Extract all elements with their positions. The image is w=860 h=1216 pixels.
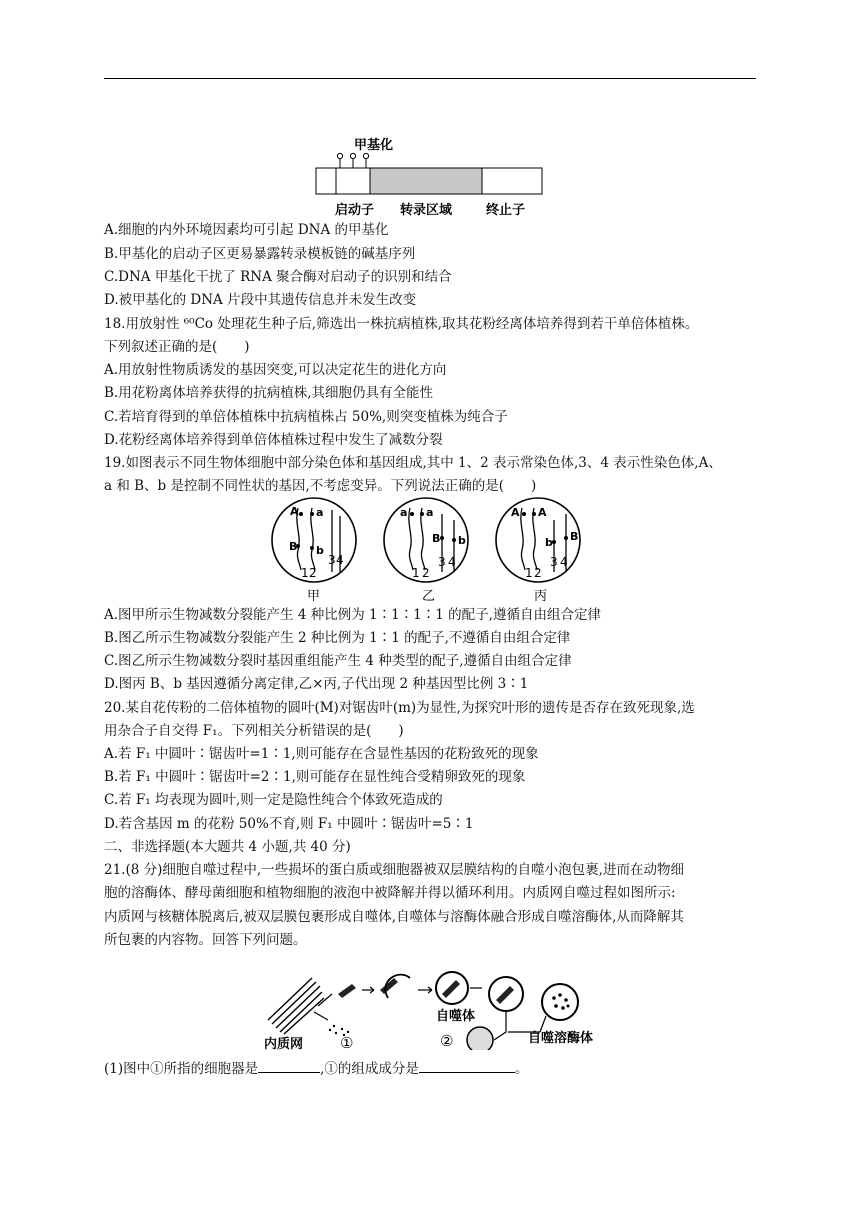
q18-option-b: B.用花粉离体培养获得的抗病植株,其细胞仍具有全能性: [104, 385, 434, 401]
cell-bing-num-4: 4: [560, 555, 568, 569]
cell-bing-num-2: 2: [534, 566, 542, 580]
cell-yi-num-1: 1: [412, 566, 420, 580]
label-circle-2: ②: [440, 1032, 454, 1050]
methylation-label: 甲基化: [354, 138, 394, 153]
cell-bing-gene-2: A: [538, 506, 547, 519]
q19-option-c: C.图乙所示生物减数分裂时基因重组能产生 4 种类型的配子,遵循自由组合定律: [104, 653, 572, 669]
cell-jia-num-1: 1: [301, 566, 309, 580]
q18-stem-line1: 18.用放射性 ⁶⁰Co 处理花生种子后,筛选出一株抗病植株,取其花粉经离体培养得到若干单倍体植株。: [104, 316, 699, 332]
cell-jia-num-3: 3: [328, 553, 336, 567]
q17-option-c: C.DNA 甲基化干扰了 RNA 聚合酶对启动子的识别和结合: [104, 269, 452, 285]
q19-stem-line2: a 和 B、b 是控制不同性状的基因,不考虑变异。下列说法正确的是( ): [104, 478, 537, 494]
q20-option-b: B.若 F₁ 中圆叶∶锯齿叶=2∶1,则可能存在显性纯合受精卵致死的现象: [104, 769, 526, 785]
q21-sub1-text-b: ,①的组成成分是: [320, 1061, 419, 1077]
terminator-label: 终止子: [486, 203, 526, 218]
label-circle-1: ①: [340, 1034, 354, 1050]
q17-option-d: D.被甲基化的 DNA 片段中其遗传信息并未发生改变: [104, 292, 417, 308]
answer-blank-1[interactable]: [258, 1059, 320, 1073]
answer-blank-2[interactable]: [419, 1059, 515, 1073]
cell-yi-num-3: 3: [438, 555, 446, 569]
cell-yi-gene-1: a: [400, 506, 408, 519]
q20-option-d: D.若含基因 m 的花粉 50%不育,则 F₁ 中圆叶∶锯齿叶=5∶1: [104, 816, 474, 832]
cell-jia-num-4: 4: [336, 553, 344, 567]
q19-option-d: D.图丙 B、b 基因遵循分离定律,乙×丙,子代出现 2 种基因型比例 3∶1: [104, 676, 529, 692]
cell-yi-gene-4: b: [458, 534, 466, 547]
cell-yi-num-2: 2: [422, 566, 430, 580]
q20-option-c: C.若 F₁ 均表现为圆叶,则一定是隐性纯合个体致死造成的: [104, 792, 443, 808]
chromosome-figure: [270, 494, 590, 604]
cell-bing-name: 丙: [534, 589, 548, 604]
autolysosome-label: 自噬溶酶体: [528, 1031, 594, 1046]
cell-jia-name: 甲: [307, 589, 321, 604]
cell-yi-num-4: 4: [448, 555, 456, 569]
methylation-figure: [310, 130, 550, 222]
q19-option-b: B.图乙所示生物减数分裂能产生 2 种比例为 1∶1 的配子,不遵循自由组合定律: [104, 630, 571, 646]
promoter-label: 启动子: [335, 203, 375, 218]
cell-yi-name: 乙: [422, 589, 436, 604]
q18-option-c: C.若培育得到的单倍体植株中抗病植株占 50%,则突变植株为纯合子: [104, 409, 508, 425]
q20-option-a: A.若 F₁ 中圆叶∶锯齿叶=1∶1,则可能存在含显性基因的花粉致死的现象: [104, 746, 539, 762]
q20-stem-line1: 20.某自花传粉的二倍体植物的圆叶(M)对锯齿叶(m)为显性,为探究叶形的遗传是否存在致死现象,选: [104, 700, 695, 716]
q19-option-a: A.图甲所示生物减数分裂能产生 4 种比例为 1∶1∶1∶1 的配子,遵循自由组合定律: [104, 607, 601, 623]
cell-jia-gene-2: a: [316, 506, 324, 519]
section-heading: 二、非选择题(本大题共 4 小题,共 40 分): [104, 839, 351, 855]
q21-sub1-text-a: (1)图中①所指的细胞器是: [104, 1061, 259, 1077]
cell-bing-num-1: 1: [525, 566, 533, 580]
er-label: 内质网: [264, 1037, 304, 1050]
cell-bing-gene-4: B: [570, 530, 579, 543]
q21-line4: 所包裹的内容物。回答下列问题。: [104, 932, 307, 948]
cell-jia-gene-4: b: [316, 544, 324, 557]
q21-line2: 胞的溶酶体、酵母菌细胞和植物细胞的液泡中被降解并得以循环利用。内质网自噬过程如图所示:: [104, 885, 676, 901]
cell-bing-num-3: 3: [550, 555, 558, 569]
cell-bing-gene-3: b: [545, 536, 553, 549]
cell-jia-gene-1: A: [290, 505, 299, 518]
q18-option-d: D.花粉经离体培养得到单倍体植株过程中发生了减数分裂: [104, 432, 443, 448]
cell-yi-gene-3: B: [432, 532, 441, 545]
cell-jia-num-2: 2: [309, 566, 317, 580]
header-rule: [104, 78, 756, 79]
q21-line3: 内质网与核糖体脱离后,被双层膜包裹形成自噬体,自噬体与溶酶体融合形成自噬溶酶体,从而降解其: [104, 909, 684, 925]
q17-option-b: B.甲基化的启动子区更易暴露转录模板链的碱基序列: [104, 246, 416, 262]
q21-line1: 21.(8 分)细胞自噬过程中,一些损坏的蛋白质或细胞器被双层膜结构的自噬小泡包裹,进而在动物细: [104, 862, 684, 878]
q21-sub1-text-c: 。: [514, 1061, 529, 1077]
q17-option-a: A.细胞的内外环境因素均可引起 DNA 的甲基化: [104, 222, 389, 238]
cell-yi-gene-2: a: [426, 506, 434, 519]
q21-sub1: [104, 1059, 528, 1078]
transcription-region: [370, 168, 482, 194]
autophagosome-label: 自噬体: [436, 1009, 476, 1024]
cell-jia-gene-3: B: [289, 540, 298, 553]
transcription-label: 转录区域: [400, 203, 453, 218]
q18-option-a: A.用放射性物质诱发的基因突变,可以决定花生的进化方向: [104, 362, 447, 378]
cell-bing-gene-1: A: [511, 506, 520, 519]
q19-stem-line1: 19.如图表示不同生物体细胞中部分染色体和基因组成,其中 1、2 表示常染色体,3、4 表示性染色体,A、: [104, 455, 722, 471]
q20-stem-line2: 用杂合子自交得 F₁。下列相关分析错误的是( ): [104, 723, 404, 739]
autophagy-figure: [260, 960, 620, 1050]
q18-stem-line2: 下列叙述正确的是( ): [104, 339, 250, 355]
